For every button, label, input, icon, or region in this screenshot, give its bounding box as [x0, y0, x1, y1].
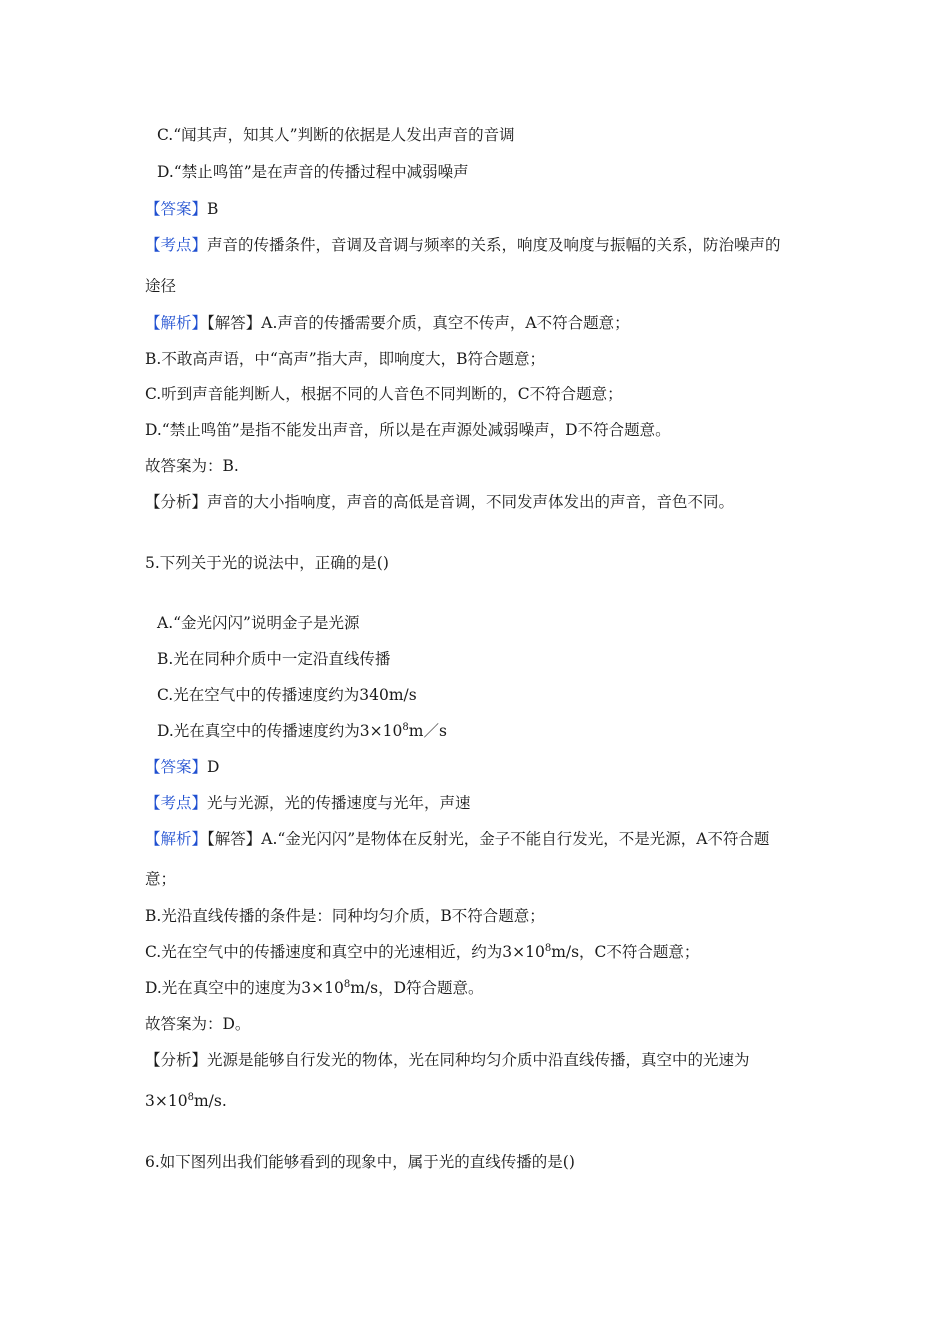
q5-jiexi-d-tail: m/s，D符合题意。: [350, 979, 484, 997]
q5-option-d-text: D.光在真空中的传播速度约为3×10: [157, 722, 403, 740]
q4-fenxi: 【分析】声音的大小指响度，声音的高低是音调，不同发声体发出的声音，音色不同。: [145, 493, 735, 511]
q5-option-a: A.“金光闪闪”说明金子是光源: [157, 614, 360, 632]
kaodian-tag: 【考点】: [145, 794, 208, 812]
q4-jiexi-b: B.不敢高声语，中“高声”指大声，即响度大，B符合题意；: [145, 350, 546, 368]
q5-fenxi: 【分析】光源是能够自行发光的物体，光在同种均匀介质中沿直线传播，真空中的光速为: [145, 1051, 750, 1069]
q5-fenxi-cont-exponent: 8: [187, 1092, 194, 1103]
q4-jiexi-c: C.听到声音能判断人，根据不同的人音色不同判断的，C不符合题意；: [145, 385, 623, 403]
q5-jiexi-d-text: D.光在真空中的速度为3×10: [145, 979, 344, 997]
q5-jiexi: [145, 829, 769, 849]
q5-fenxi-cont-tail: m/s.: [193, 1092, 227, 1110]
q5-option-b: B.光在同种介质中一定沿直线传播: [157, 650, 391, 668]
q5-fenxi-cont-text: 3×10: [145, 1092, 188, 1110]
answer-value: B: [207, 200, 219, 218]
q5-jiexi-b: B.光沿直线传播的条件是：同种均匀介质，B不符合题意；: [145, 907, 545, 925]
q5-jiexi-c-tail: m/s，C不符合题意；: [551, 943, 700, 961]
q4-option-d: D.“禁止鸣笛”是在声音的传播过程中减弱噪声: [157, 163, 469, 181]
q5-jiexi-d: [145, 978, 484, 998]
q4-kaodian-cont: 途径: [145, 277, 177, 295]
q5-jiexi-c-text: C.光在空气中的传播速度和真空中的光速相近，约为3×10: [145, 943, 545, 961]
q5-jiexi-c: [145, 942, 699, 962]
kaodian-text: 光与光源，光的传播速度与光年，声速: [207, 794, 471, 812]
answer-tag: 【答案】: [145, 758, 208, 776]
q5-jiexi-c-exponent: 8: [544, 943, 552, 954]
q5-option-c: C.光在空气中的传播速度约为340m/s: [157, 686, 417, 704]
q4-answer: [145, 199, 218, 219]
q4-option-c: C.“闻其声，知其人”判断的依据是人发出声音的音调: [157, 126, 515, 144]
kaodian-text: 声音的传播条件，音调及音调与频率的关系，响度及响度与振幅的关系，防治噪声的: [207, 236, 781, 254]
q5-stem: 5.下列关于光的说法中，正确的是(): [145, 554, 389, 572]
kaodian-tag: 【考点】: [145, 236, 208, 254]
jiexi-text: 【解答】A.“金光闪闪”是物体在反射光，金子不能自行发光，不是光源，A不符合题: [207, 830, 770, 848]
jiexi-tag: 【解析】: [145, 830, 208, 848]
q5-jiexi-d-exponent: 8: [343, 979, 351, 990]
q4-jiexi-d: D.“禁止鸣笛”是指不能发出声音，所以是在声源处减弱噪声，D不符合题意。: [145, 421, 671, 439]
q5-fenxi-cont: [145, 1091, 227, 1111]
q5-option-d: [157, 721, 447, 741]
q4-kaodian: [145, 235, 781, 255]
q5-option-d-unit: m／s: [408, 722, 447, 740]
jiexi-text: 【解答】A.声音的传播需要介质，真空不传声，A不符合题意；: [207, 314, 630, 332]
q6-stem: 6.如下图列出我们能够看到的现象中，属于光的直线传播的是(): [145, 1153, 575, 1171]
q5-jiexi-conclusion: 故答案为：D。: [145, 1015, 251, 1033]
q5-jiexi-cont: 意；: [145, 870, 177, 888]
q5-option-d-exponent: 8: [402, 722, 409, 733]
q4-jiexi: [145, 313, 630, 333]
answer-tag: 【答案】: [145, 200, 208, 218]
q5-answer: [145, 757, 219, 777]
q4-jiexi-conclusion: 故答案为：B.: [145, 457, 239, 475]
jiexi-tag: 【解析】: [145, 314, 208, 332]
q5-kaodian: [145, 793, 471, 813]
answer-value: D: [207, 758, 220, 776]
